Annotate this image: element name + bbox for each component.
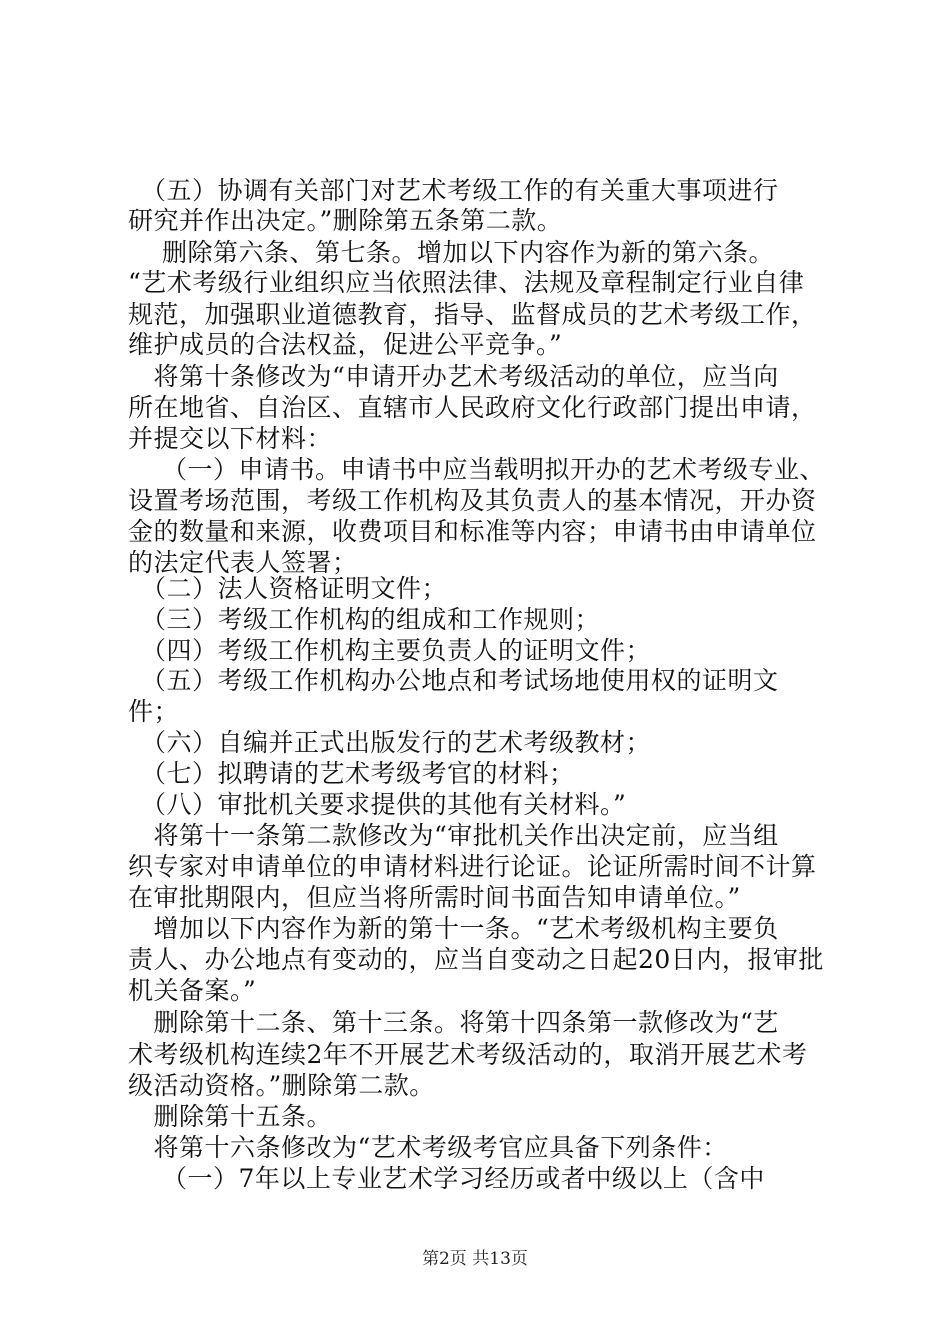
- text-line: 删除第十二条、第十三条。将第十四条第一款修改为“艺: [128, 1008, 779, 1037]
- text-line: 级活动资格。”删除第二款。: [128, 1071, 435, 1100]
- text-line: 的法定代表人签署；: [128, 548, 358, 577]
- text-line: （二）法人资格证明文件；: [128, 574, 448, 603]
- text-line: 金的数量和来源，收费项目和标准等内容；申请书由申请单位: [128, 517, 817, 546]
- text-line: （六）自编并正式出版发行的艺术考级教材；: [128, 728, 652, 757]
- text-line: 将第十一条第二款修改为“审批机关作出决定前，应当组: [128, 821, 779, 850]
- text-line: 维护成员的合法权益，促进公平竞争。”: [128, 330, 563, 359]
- text-line: 设置考场范围，考级工作机构及其负责人的基本情况，开办资: [128, 486, 817, 515]
- text-line: “艺术考级行业组织应当依照法律、法规及章程制定行业自律: [128, 268, 805, 297]
- text-line: 并提交以下材料：: [128, 424, 333, 453]
- text-line: （四）考级工作机构主要负责人的证明文件；: [128, 636, 652, 665]
- text-line: （一）申请书。申请书中应当载明拟开办的艺术考级专业、: [128, 455, 825, 484]
- text-line: （七）拟聘请的艺术考级考官的材料；: [128, 759, 575, 788]
- page-footer: 第2页 共13页: [422, 1249, 528, 1269]
- text-line: 规范，加强职业道德教育，指导、监督成员的艺术考级工作，: [128, 300, 817, 329]
- text-line: 术考级机构连续2年不开展艺术考级活动的，取消开展艺术考: [128, 1040, 808, 1069]
- text-line: （一）7年以上专业艺术学习经历或者中级以上（含中: [128, 1164, 765, 1193]
- text-line: 删除第六条、第七条。增加以下内容作为新的第六条。: [128, 238, 774, 267]
- text-line: 责人、办公地点有变动的，应当自变动之日起20日内，报审批: [128, 945, 824, 974]
- text-line: 机关备案。”: [128, 976, 257, 1005]
- text-line: 织专家对申请单位的申请材料进行论证。论证所需时间不计算: [128, 852, 817, 881]
- text-line: （八）审批机关要求提供的其他有关材料。”: [128, 790, 627, 819]
- text-line: 件；: [128, 697, 180, 726]
- text-line: 删除第十五条。: [128, 1102, 333, 1131]
- text-line: 在审批期限内，但应当将所需时间书面告知申请单位。”: [128, 883, 741, 912]
- text-line: 将第十六条修改为“艺术考级考官应具备下列条件：: [128, 1133, 728, 1162]
- text-line: 所在地省、自治区、直辖市人民政府文化行政部门提出申请，: [128, 393, 817, 422]
- text-line: 研究并作出决定。”删除第五条第二款。: [128, 206, 563, 235]
- text-line: 将第十条修改为“申请开办艺术考级活动的单位，应当向: [128, 362, 779, 391]
- text-line: 增加以下内容作为新的第十一条。“艺术考级机构主要负: [128, 914, 779, 943]
- text-line: （三）考级工作机构的组成和工作规则；: [128, 605, 601, 634]
- text-line: （五）考级工作机构办公地点和考试场地使用权的证明文: [128, 666, 779, 695]
- text-line: （五）协调有关部门对艺术考级工作的有关重大事项进行: [128, 176, 779, 205]
